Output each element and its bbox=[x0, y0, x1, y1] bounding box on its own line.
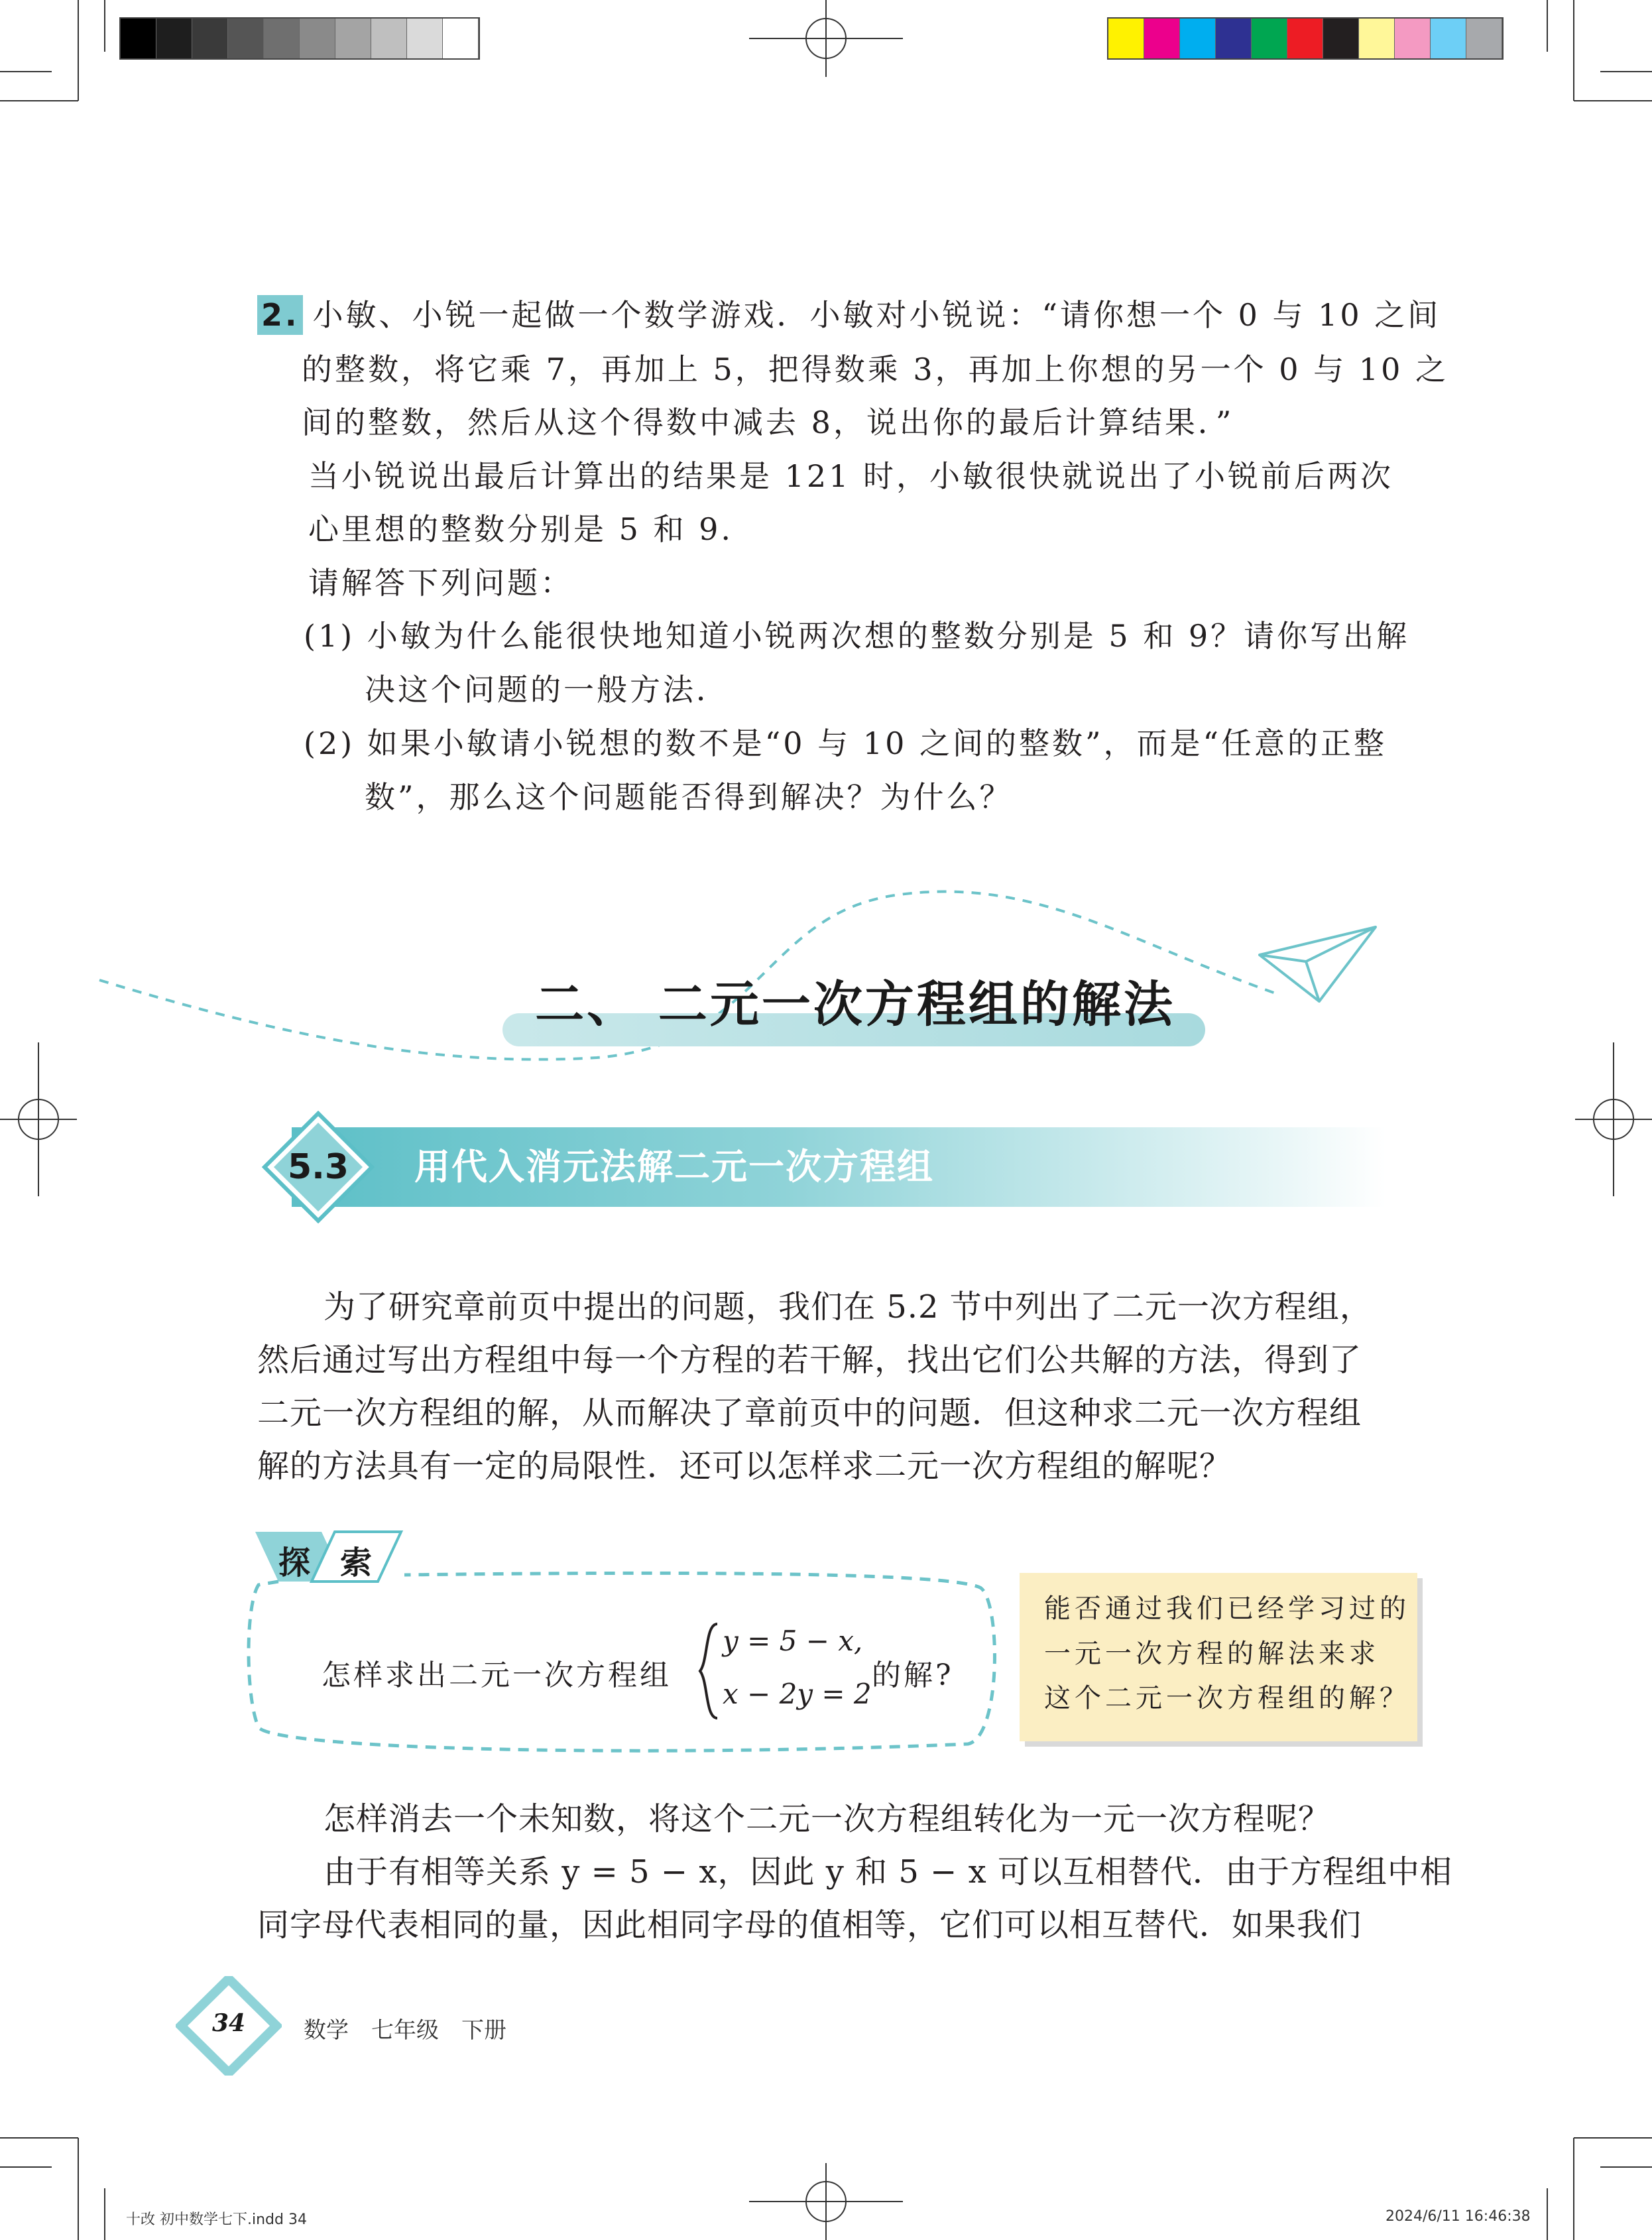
intro-line-1: 为了研究章前页中提出的问题，我们在 5.2 节中列出了二元一次方程组， bbox=[324, 1288, 1372, 1326]
body-line-3: 同字母代表相同的量，因此相同字母的值相等，它们可以相互替代．如果我们 bbox=[257, 1906, 1362, 1944]
book-title: 数学 七年级 下册 bbox=[304, 2017, 506, 2044]
body-line-2: 由于有相等关系 y = 5 − x，因此 y 和 5 − x 可以互相替代．由于方程组中相 bbox=[324, 1853, 1452, 1891]
explore-tag-1: 探 bbox=[278, 1544, 311, 1582]
page-number: 34 bbox=[211, 2009, 246, 2037]
hint-line-1: 能否通过我们已经学习过的 bbox=[1044, 1593, 1410, 1624]
intro-line-4: 解的方法具有一定的局限性．还可以怎样求二元一次方程组的解呢？ bbox=[257, 1448, 1232, 1485]
exercise-line-1: 2. 小敏、小锐一起做一个数学游戏．小敏对小锐说：“请你想一个 0 与 10 之间 bbox=[257, 295, 1441, 335]
section-title: 二、 二元一次方程组的解法 bbox=[535, 976, 1175, 1033]
exercise-line-7: (1) 小敏为什么能很快地知道小锐两次想的整数分别是 5 和 9？请你写出解 bbox=[304, 618, 1410, 654]
explore-question-prefix: 怎样求出二元一次方程组 bbox=[322, 1658, 672, 1692]
exercise-number: 2. bbox=[257, 295, 303, 335]
equation-2: x − 2y = 2 bbox=[723, 1678, 872, 1710]
exercise-line-10: 数”，那么这个问题能否得到解决？为什么？ bbox=[365, 779, 1013, 815]
subsection-number: 5.3 bbox=[287, 1147, 349, 1187]
hint-line-3: 这个二元一次方程组的解？ bbox=[1044, 1683, 1410, 1713]
exercise-line-9: (2) 如果小敏请小锐想的数不是“0 与 10 之间的整数”，而是“任意的正整 bbox=[304, 725, 1387, 761]
explore-question-suffix: 的解? bbox=[872, 1658, 954, 1692]
intro-line-2: 然后通过写出方程组中每一个方程的若干解，找出它们公共解的方法，得到了 bbox=[257, 1341, 1362, 1379]
exercise-line-6: 请解答下列问题： bbox=[308, 565, 573, 601]
exercise-line-8: 决这个问题的一般方法． bbox=[365, 672, 729, 708]
hint-line-2: 一元一次方程的解法来求 bbox=[1044, 1639, 1380, 1669]
equation-1: y = 5 − x, bbox=[723, 1625, 863, 1657]
brace-icon bbox=[696, 1621, 723, 1721]
slug-filename: 十改 初中数学七下.indd 34 bbox=[126, 2211, 307, 2228]
explore-tag-2: 索 bbox=[340, 1544, 373, 1582]
subsection-title: 用代入消元法解二元一次方程组 bbox=[414, 1146, 934, 1188]
exercise-line-5: 心里想的整数分别是 5 和 9. bbox=[308, 511, 734, 547]
slug-timestamp: 2024/6/11 16:46:38 bbox=[1386, 2208, 1531, 2225]
exercise-line-4: 当小锐说出最后计算出的结果是 121 时，小敏很快就说出了小锐前后两次 bbox=[308, 458, 1394, 494]
exercise-line-3: 间的整数，然后从这个得数中减去 8，说出你的最后计算结果．” bbox=[302, 404, 1234, 440]
exercise-line-2: 的整数，将它乘 7，再加上 5，把得数乘 3，再加上你想的另一个 0 与 10 之 bbox=[302, 351, 1448, 387]
body-line-1: 怎样消去一个未知数，将这个二元一次方程组转化为一元一次方程呢？ bbox=[324, 1800, 1331, 1837]
intro-line-3: 二元一次方程组的解，从而解决了章前页中的问题．但这种求二元一次方程组 bbox=[257, 1395, 1362, 1432]
